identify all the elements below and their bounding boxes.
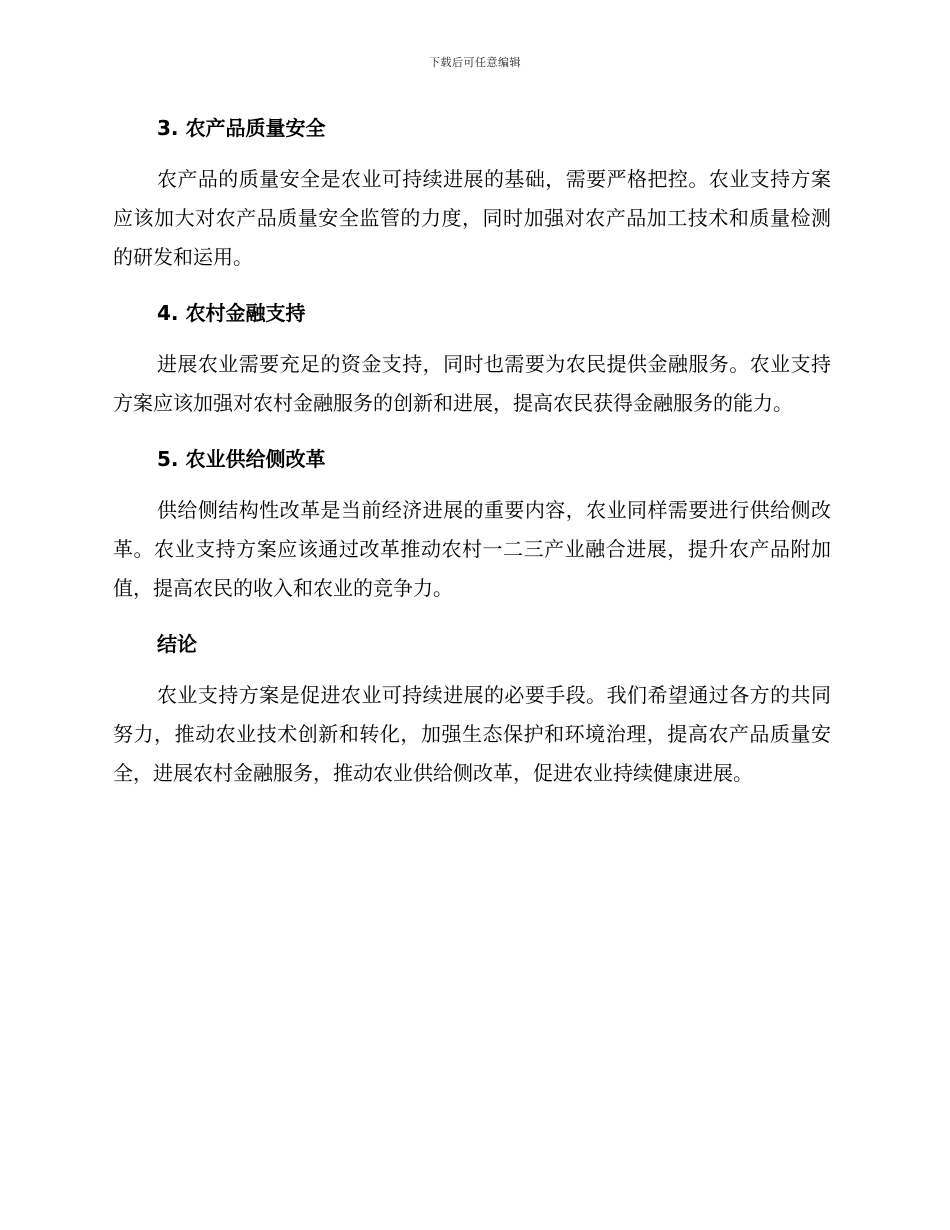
section-heading: 结论 xyxy=(157,632,197,656)
section-heading: 4. 农村金融支持 xyxy=(157,301,306,325)
header-note: 下载后可任意编辑 xyxy=(429,56,521,69)
section-heading: 5. 农业供给侧改革 xyxy=(157,447,326,471)
section-rural-finance xyxy=(113,295,831,423)
section-paragraph: 供给侧结构性改革是当前经济进展的重要内容，农业同样需要进行供给侧改革。农业支持方案应该通过改革推动农村一二三产业融合进展，提升农产品附加值，提高农民的收入和农业的竞争力。 xyxy=(113,498,831,600)
section-paragraph: 农业支持方案是促进农业可持续进展的必要手段。我们希望通过各方的共同努力，推动农业技术创新和转化，加强生态保护和环境治理，提高农产品质量安全，进展农村金融服务，推动农业供给侧改革，促进农业持续健康进展。 xyxy=(113,683,831,785)
section-paragraph: 农产品的质量安全是农业可持续进展的基础，需要严格把控。农业支持方案应该加大对农产品质量安全监管的力度，同时加强对农产品加工技术和质量检测的研发和运用。 xyxy=(113,167,831,269)
section-paragraph: 进展农业需要充足的资金支持，同时也需要为农民提供金融服务。农业支持方案应该加强对农村金融服务的创新和进展，提高农民获得金融服务的能力。 xyxy=(113,352,831,415)
section-conclusion xyxy=(113,626,831,793)
section-heading: 3. 农产品质量安全 xyxy=(157,116,326,140)
document-body xyxy=(113,110,831,811)
section-quality-safety xyxy=(113,110,831,277)
section-supply-side-reform xyxy=(113,441,831,608)
